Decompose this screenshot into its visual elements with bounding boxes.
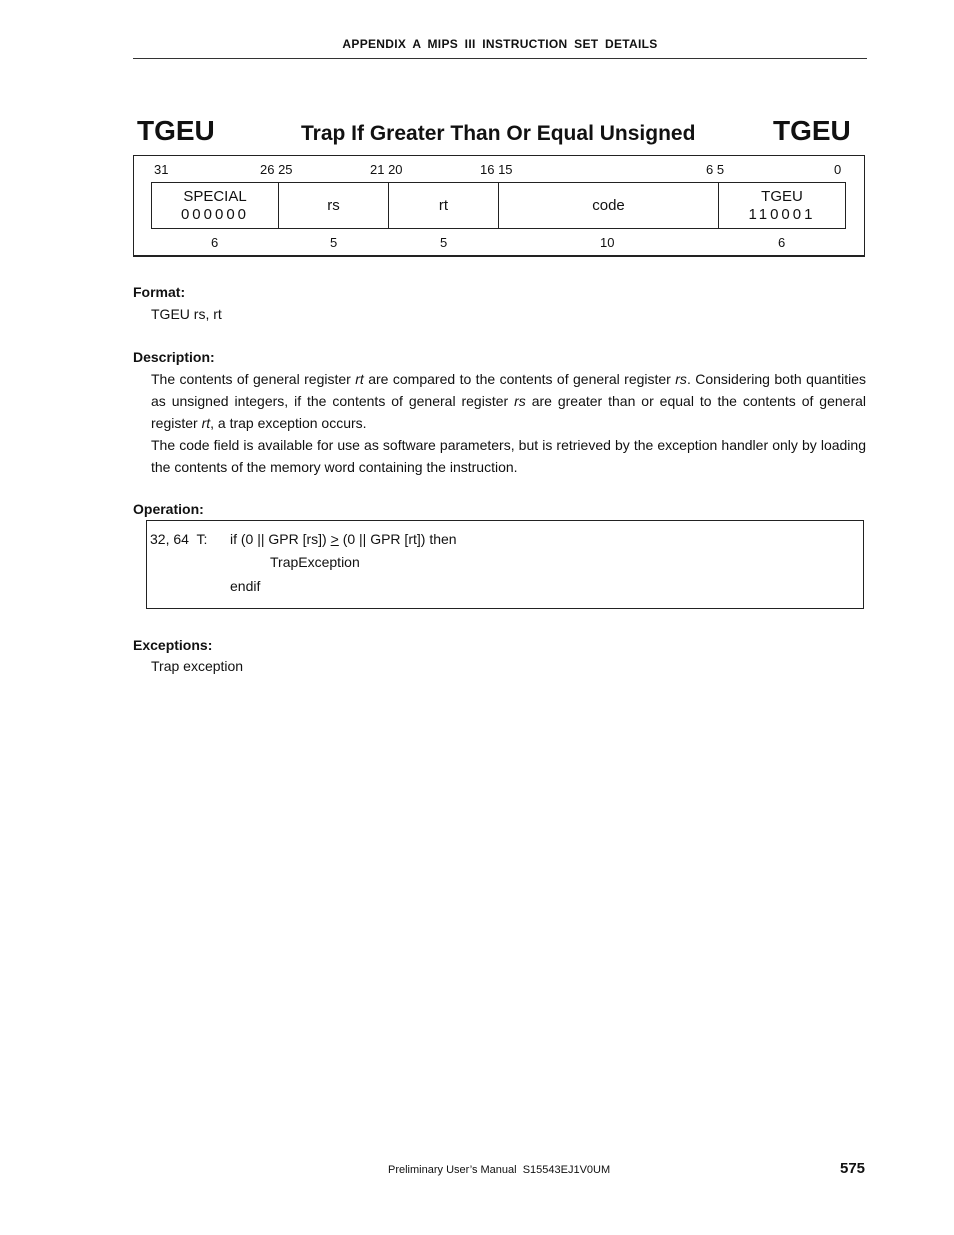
description-paragraph bbox=[151, 368, 866, 434]
running-head: APPENDIX A MIPS III INSTRUCTION SET DETAILS bbox=[342, 37, 658, 51]
field-width: 5 bbox=[440, 235, 448, 250]
bit-label: 21 20 bbox=[370, 162, 403, 177]
field-opcode: 000000 bbox=[180, 205, 250, 223]
bit-label: 6 5 bbox=[706, 162, 725, 177]
operation-line bbox=[230, 531, 457, 547]
bit-label: 0 bbox=[834, 162, 842, 177]
description-heading: Description: bbox=[133, 349, 215, 365]
greater-equal-operator: > bbox=[330, 531, 339, 547]
field-opcode: 110001 bbox=[748, 205, 816, 223]
exceptions-text: Trap exception bbox=[151, 658, 244, 674]
field-width: 6 bbox=[778, 235, 786, 250]
text-run: . Considering both quantities as unsigned integers, if the contents of general register bbox=[151, 371, 866, 409]
field-name: code bbox=[592, 196, 625, 214]
field-name: TGEU bbox=[761, 187, 803, 205]
text-run: The contents of general register bbox=[151, 371, 356, 387]
field-special bbox=[152, 183, 279, 228]
header-rule bbox=[133, 58, 867, 59]
bit-label: 26 25 bbox=[260, 162, 293, 177]
text-run: are compared to the contents of general register bbox=[363, 371, 676, 387]
bit-label: 16 15 bbox=[480, 162, 513, 177]
text-run: (0 || GPR [rt]) then bbox=[342, 531, 457, 547]
operation-stage: 32, 64 T: bbox=[150, 531, 208, 547]
register-name: rs bbox=[675, 371, 687, 387]
bit-label: 31 bbox=[154, 162, 169, 177]
text-run: are greater than or equal to the contents of general register bbox=[151, 393, 867, 431]
register-name: rt bbox=[201, 415, 211, 431]
text-run: if (0 || GPR [rs]) bbox=[230, 531, 327, 547]
field-code bbox=[499, 183, 719, 228]
field-name: rs bbox=[327, 196, 340, 214]
register-name: rt bbox=[355, 371, 364, 387]
field-width: 5 bbox=[330, 235, 338, 250]
format-heading: Format: bbox=[133, 284, 186, 300]
operation-line: endif bbox=[230, 578, 261, 594]
description-text bbox=[151, 368, 866, 478]
field-rt bbox=[389, 183, 499, 228]
field-name: SPECIAL bbox=[183, 187, 247, 205]
description-paragraph: The code field is available for use as software parameters, but is retrieved by the exception handler only by loading the contents of the memory word containing the instruction. bbox=[151, 437, 866, 475]
register-name: rs bbox=[514, 393, 526, 409]
field-function bbox=[719, 183, 845, 228]
operation-heading: Operation: bbox=[133, 501, 204, 517]
instruction-title: Trap If Greater Than Or Equal Unsigned bbox=[301, 122, 696, 145]
format-syntax: TGEU rs, rt bbox=[151, 306, 222, 322]
field-rs bbox=[279, 183, 389, 228]
footer-manual: Preliminary User’s Manual S15543EJ1V0UM bbox=[388, 1164, 611, 1176]
mnemonic-left: TGEU bbox=[137, 115, 215, 146]
operation-line: TrapException bbox=[270, 554, 360, 570]
text-run: , a trap exception occurs. bbox=[210, 415, 367, 431]
field-width: 10 bbox=[600, 235, 615, 250]
field-width: 6 bbox=[211, 235, 219, 250]
page-number: 575 bbox=[840, 1160, 866, 1177]
mnemonic-right: TGEU bbox=[773, 115, 851, 146]
exceptions-heading: Exceptions: bbox=[133, 637, 213, 653]
field-name: rt bbox=[438, 196, 449, 214]
encoding-fields bbox=[151, 182, 846, 229]
